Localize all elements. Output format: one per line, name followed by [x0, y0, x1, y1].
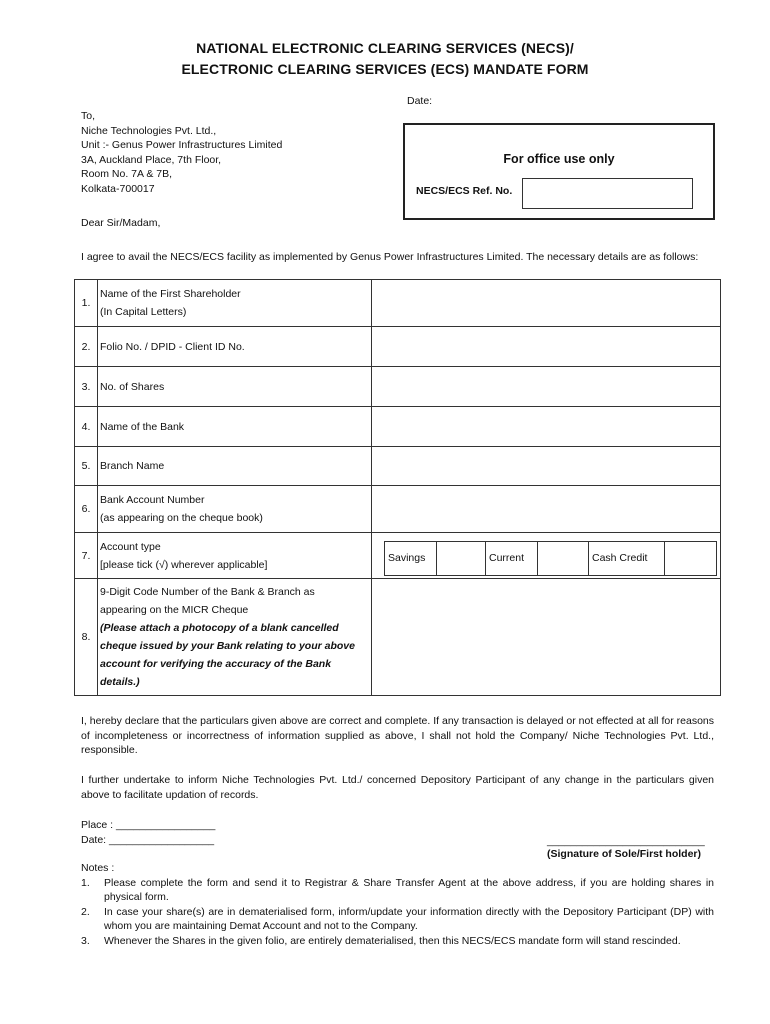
note-text: Whenever the Shares in the given folio, are entirely dematerialised, then this NECS/ECS mandate form will stand rescinded.: [104, 934, 681, 947]
notes-heading: Notes :: [81, 862, 115, 874]
address-line: Room No. 7A & 7B,: [81, 168, 173, 181]
date-field[interactable]: Date: __________________: [81, 834, 215, 846]
row-label-text: appearing on the MICR Cheque: [100, 604, 249, 616]
checkbox-current[interactable]: [538, 542, 589, 575]
row-label: [100, 407, 372, 446]
note-number: 1.: [81, 876, 90, 889]
address-line: Niche Technologies Pvt. Ltd.,: [81, 124, 217, 137]
address-block: [81, 109, 282, 197]
row-label: [100, 486, 372, 532]
note-number: 3.: [81, 934, 90, 947]
row-label-text: Name of the First Shareholder: [100, 288, 241, 300]
ref-no-label: NECS/ECS Ref. No.: [416, 185, 513, 197]
ref-no-field[interactable]: [522, 178, 693, 209]
option-cash-credit-label: Cash Credit: [589, 542, 665, 575]
table-row: [75, 407, 720, 447]
notes-section: [81, 861, 714, 949]
row-label-text: 9-Digit Code Number of the Bank & Branch as: [100, 586, 315, 598]
address-line: 3A, Auckland Place, 7th Floor,: [81, 153, 222, 166]
row-number: 1.: [75, 280, 98, 326]
option-savings-label: Savings: [385, 542, 437, 575]
row-label: [100, 579, 372, 695]
table-row: [75, 447, 720, 486]
signature-line[interactable]: ___________________________: [547, 835, 705, 847]
row-label: [100, 327, 372, 366]
row-label-text: Account type: [100, 540, 161, 553]
office-use-title: For office use only: [503, 152, 615, 166]
intro-paragraph: I agree to avail the NECS/ECS facility as implemented by Genus Power Infrastructures Limited. The necessary details are as follows:: [81, 251, 699, 263]
row-label-note: account for verifying the accuracy of the Bank: [100, 658, 332, 670]
undertaking-paragraph: I further undertake to inform Niche Technologies Pvt. Ltd./ concerned Depository Participant of any change in the particulars given above to facilitate updation of records.: [81, 774, 714, 801]
note-number: 2.: [81, 905, 90, 918]
mandate-table: [74, 279, 721, 696]
row-label-text: Bank Account Number: [100, 494, 205, 506]
note-text: In case your share(s) are in dematerialised form, inform/update your information directly with the Depository Participant (DP) with whom you are maintaining Demat Account and not to the Company.: [104, 905, 714, 933]
address-to: To,: [81, 110, 96, 122]
salutation: Dear Sir/Madam,: [81, 217, 161, 229]
note-text: Please complete the form and send it to Registrar & Share Transfer Agent at the above address, if you are holding shares in physical form.: [104, 876, 714, 904]
row-label-note: details.): [100, 676, 140, 688]
row-label-text: No. of Shares: [100, 380, 165, 393]
row-number: 8.: [75, 579, 98, 695]
row-number: 4.: [75, 407, 98, 446]
place-field[interactable]: Place : _________________: [81, 819, 216, 831]
note-item: [81, 876, 714, 905]
row-label: [100, 447, 372, 485]
row-label-subtext: (In Capital Letters): [100, 306, 187, 318]
form-title-line2: ELECTRONIC CLEARING SERVICES (ECS) MANDATE FORM: [181, 61, 589, 77]
row-label-text: Folio No. / DPID - Client ID No.: [100, 340, 245, 353]
table-row: [75, 579, 720, 695]
table-row: [75, 327, 720, 367]
form-title-line1: NATIONAL ELECTRONIC CLEARING SERVICES (NECS)/: [196, 40, 574, 56]
row-number: 6.: [75, 486, 98, 532]
row-label: [100, 280, 372, 326]
note-item: [81, 934, 714, 949]
row-label: [100, 367, 372, 406]
date-label: Date:: [407, 95, 433, 107]
row-label-subtext: (as appearing on the cheque book): [100, 512, 263, 524]
office-use-box: [403, 123, 715, 220]
row-number: 2.: [75, 327, 98, 366]
table-row: [75, 533, 720, 579]
note-item: [81, 905, 714, 934]
row-label-subtext: [please tick (√) wherever applicable]: [100, 558, 268, 571]
row-label: [100, 533, 372, 578]
checkbox-savings[interactable]: [437, 542, 486, 575]
address-line: Kolkata-700017: [81, 182, 155, 195]
table-row: [75, 280, 720, 327]
checkbox-cash-credit[interactable]: [665, 542, 716, 575]
table-row: [75, 486, 720, 533]
signature-label: (Signature of Sole/First holder): [547, 848, 702, 860]
option-current-label: Current: [486, 542, 538, 575]
row-label-note: cheque issued by your Bank relating to your above: [100, 640, 355, 652]
row-label-text: Name of the Bank: [100, 420, 185, 433]
row-number: 5.: [75, 447, 98, 485]
account-type-options: [384, 541, 717, 576]
table-row: [75, 367, 720, 407]
row-label-note: (Please attach a photocopy of a blank cancelled: [100, 622, 339, 634]
address-line: Unit :- Genus Power Infrastructures Limited: [81, 139, 283, 152]
row-number: 3.: [75, 367, 98, 406]
row-label-text: Branch Name: [100, 460, 165, 472]
declaration-paragraph: I, hereby declare that the particulars given above are correct and complete. If any transaction is delayed or not effected at all for reasons of incompleteness or incorrectness of information supplied as above, I shall not hold the Company/ Niche Technologies Pvt. Ltd., responsible.: [81, 715, 714, 757]
row-number: 7.: [75, 533, 98, 578]
